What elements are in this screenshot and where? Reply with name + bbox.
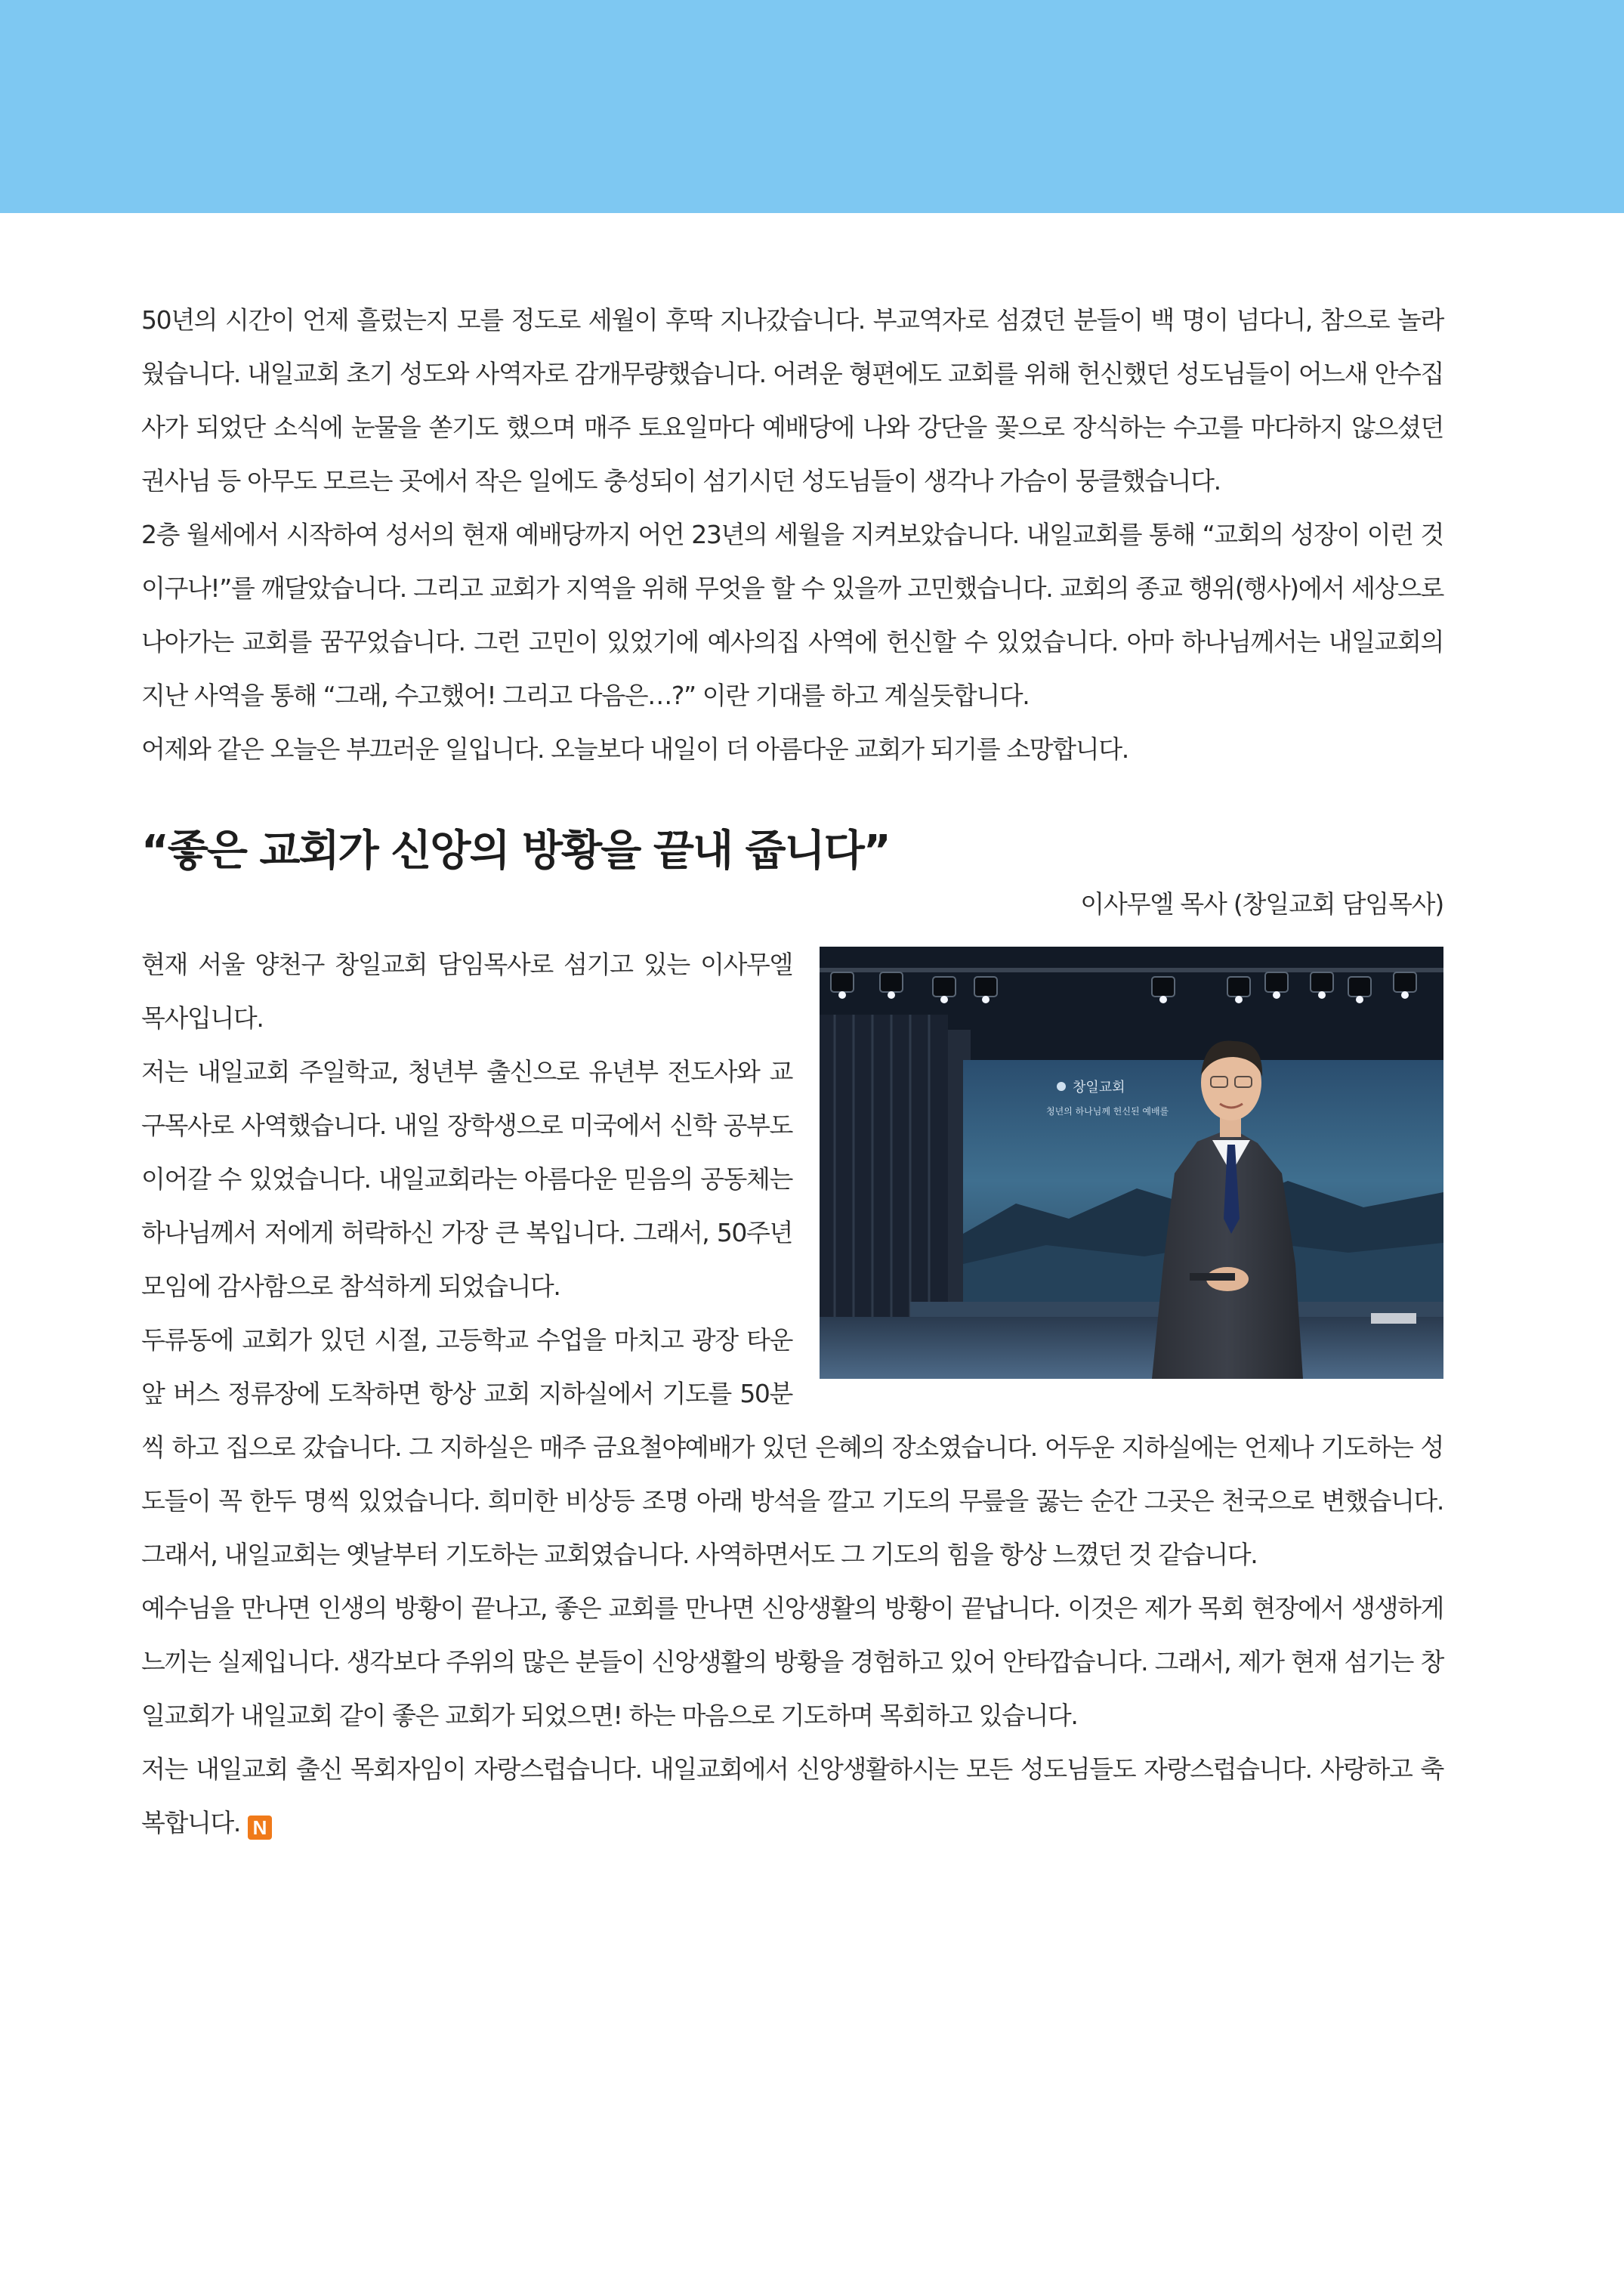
author-byline: 이사무엘 목사 (창일교회 담임목사): [1080, 889, 1443, 919]
end-mark-icon: N: [248, 1816, 272, 1840]
section-heading: “좋은 교회가 신앙의 방황을 끝내 줍니다”: [141, 827, 890, 876]
section-body: [141, 938, 1443, 1850]
intro-paragraph: 2층 월세에서 시작하여 성서의 현재 예배당까지 어언 23년의 세월을 지켜보았습니다. 내일교회를 통해 “교회의 성장이 이런 것이구나!”를 깨달았습니다. 그리고 교회가 지역을 위해 무엇을 할 수 있을까 고민했습니다. 교회의 종교 행위(행사)에서 세상으로 나아가는 교회를 꿈꾸었습니다. 그런 고민이 있었기에 예사의집 사역에 헌신할 수 있었습니다. 아마 하나님께서는 내일교회의 지난 사역을 통해 “그래, 수고했어! 그리고 다음은…?” 이란 기대를 하고 계실듯합니다.: [141, 520, 1443, 710]
body-paragraph: 저는 내일교회 주일학교, 청년부 출신으로 유년부 전도사와 교구목사로 사역했습니다. 내일 장학생으로 미국에서 신학 공부도 이어갈 수 있었습니다. 내일교회라는 아름다운 믿음의 공동체는 하나님께서 저에게 허락하신 가장 큰 복입니다. 그래서, 50주년 모임에 감사함으로 참석하게 되었습니다.: [141, 1057, 792, 1301]
intro-paragraph: 50년의 시간이 언제 흘렀는지 모를 정도로 세월이 후딱 지나갔습니다. 부교역자로 섬겼던 분들이 백 명이 넘다니, 참으로 놀라웠습니다. 내일교회 초기 성도와 사역자로 감개무량했습니다. 어려운 형편에도 교회를 위해 헌신했던 성도님들이 어느새 안수집사가 되었단 소식에 눈물을 쏟기도 했으며 매주 토요일마다 예배당에 나와 강단을 꽃으로 장식하는 수고를 마다하지 않으셨던 권사님 등 아무도 모르는 곳에서 작은 일에도 충성되이 섬기시던 성도님들이 생각나 가슴이 뭉클했습니다.: [141, 305, 1443, 496]
pastor-photo: [820, 947, 1443, 1379]
pastor-photo-illustration: [820, 947, 1443, 1379]
body-paragraph: 현재 서울 양천구 창일교회 담임목사로 섬기고 있는 이사무엘 목사입니다.: [141, 950, 792, 1033]
article-body: [141, 293, 1443, 1850]
closing-paragraph: [141, 1742, 1443, 1850]
body-paragraph: 예수님을 만나면 인생의 방황이 끝나고, 좋은 교회를 만나면 신앙생활의 방황이 끝납니다. 이것은 제가 목회 현장에서 생생하게 느끼는 실제입니다. 생각보다 주위의 많은 분들이 신앙생활의 방황을 경험하고 있어 안타깝습니다. 그래서, 제가 현재 섬기는 창일교회가 내일교회 같이 좋은 교회가 되었으면! 하는 마음으로 기도하며 목회하고 있습니다.: [141, 1593, 1443, 1730]
intro-paragraph: 어제와 같은 오늘은 부끄러운 일입니다. 오늘보다 내일이 더 아름다운 교회가 되기를 소망합니다.: [141, 734, 1128, 764]
screen-subtitle: 청년의 하나님께 헌신된 예배를: [1046, 1106, 1169, 1117]
header-color-band: [0, 0, 1624, 213]
closing-text: 저는 내일교회 출신 목회자임이 자랑스럽습니다. 내일교회에서 신앙생활하시는 모든 성도님들도 자랑스럽습니다. 사랑하고 축복합니다.: [141, 1754, 1443, 1837]
screen-title: 창일교회: [1073, 1080, 1125, 1096]
body-paragraph: 두류동에 교회가 있던 시절, 고등학교 수업을 마치고 광장 타운 앞 버스 정류장에 도착하면 항상 교회 지하실에서 기도를 50분씩 하고 집으로 갔습니다. 그 지하실은 매주 금요철야예배가 있던 은혜의 장소였습니다. 어두운 지하실에는 언제나 기도하는 성도들이 꼭 한두 명씩 있었습니다. 희미한 비상등 조명 아래 방석을 깔고 기도의 무릎을 꿇는 순간 그곳은 천국으로 변했습니다. 그래서, 내일교회는 옛날부터 기도하는 교회였습니다. 사역하면서도 그 기도의 힘을 항상 느꼈던 것 같습니다.: [141, 1325, 1443, 1569]
